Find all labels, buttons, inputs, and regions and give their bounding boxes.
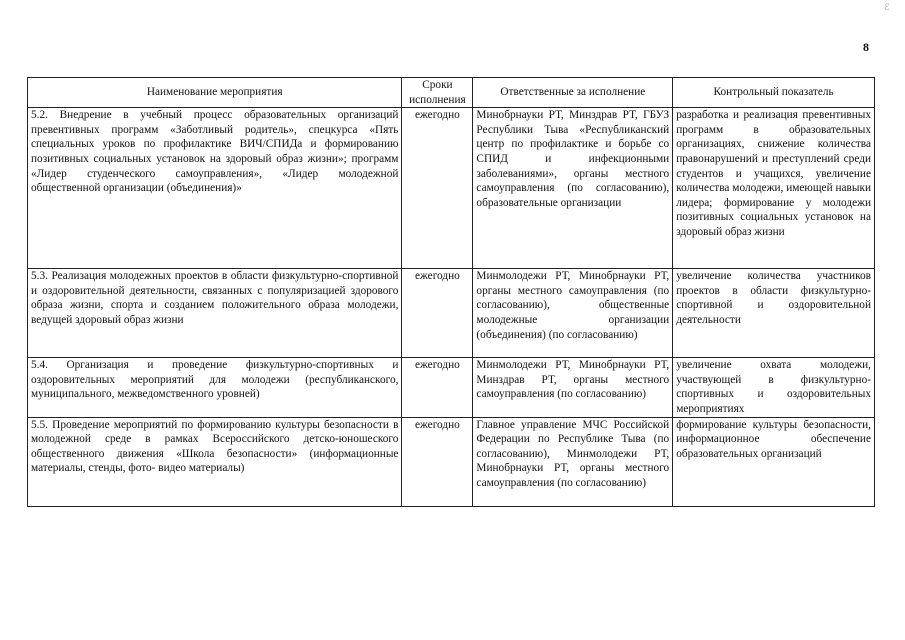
deadline-cell: ежегодно <box>402 269 473 358</box>
table-row <box>28 108 875 269</box>
indicator-cell: разработка и реализация превентивных программ в образовательных организациях, снижение количества правонарушений и преступлений среди студентов и учащихся, увеличение количества молодежи, имеющей навыки лидера; формирование у молодежи позитивных социальных установок на здоровый образ жизни <box>673 108 875 269</box>
deadline-cell: ежегодно <box>402 108 473 269</box>
table-header-row <box>28 78 875 108</box>
events-table <box>27 77 875 507</box>
header-indicator: Контрольный показатель <box>673 78 875 108</box>
responsible-cell: Минобрнауки РТ, Минздрав РТ, ГБУЗ Республики Тыва «Республиканский центр по профилактике и борьбе со СПИД и инфекционными заболеваниями», органы местного самоуправления (по согласованию), образовательные организации <box>473 108 673 269</box>
event-cell: 5.2. Внедрение в учебный процесс образовательных организаций превентивных программ «Заботливый родитель», спецкурса «Пять специальных уроков по профилактике ВИЧ/СПИДа и формированию позитивных социальных установок на здоровый образ жизни»; программ «Лидер студенческого самоуправления», «Лидер молодежной общественной организации (объединения)» <box>28 108 402 269</box>
event-cell: 5.4. Организация и проведение физкультурно-спортивных и оздоровительных мероприятий для молодежи (республиканского, муниципального, межведомственного уровней) <box>28 358 402 417</box>
header-responsible: Ответственные за исполнение <box>473 78 673 108</box>
deadline-cell: ежегодно <box>402 417 473 506</box>
table-row <box>28 269 875 358</box>
table-row <box>28 358 875 417</box>
corner-mark: ℰ <box>884 2 890 12</box>
header-deadline: Сроки исполнения <box>402 78 473 108</box>
indicator-cell: увеличение количества участников проектов в области физкультурно-спортивной и оздоровительной деятельности <box>673 269 875 358</box>
deadline-cell: ежегодно <box>402 358 473 417</box>
responsible-cell: Минмолодежи РТ, Минобрнауки РТ, органы местного самоуправления (по согласованию), общественные молодежные организации (объединения) (по согласованию) <box>473 269 673 358</box>
event-cell: 5.3. Реализация молодежных проектов в области физкультурно-спортивной и оздоровительной деятельности, связанных с популяризацией здорового образа жизни, спорта и созданием положительного образа молодежи, ведущей здоровый образ жизни <box>28 269 402 358</box>
responsible-cell: Главное управление МЧС Российской Федерации по Республике Тыва (по согласованию), Минмолодежи РТ, Минобрнауки РТ, органы местного самоуправления (по согласованию) <box>473 417 673 506</box>
table-row <box>28 417 875 506</box>
page-number: 8 <box>863 40 869 54</box>
responsible-cell: Минмолодежи РТ, Минобрнауки РТ, Минздрав РТ, органы местного самоуправления (по согласованию) <box>473 358 673 417</box>
indicator-cell: увеличение охвата молодежи, участвующей в физкультурно-спортивных и оздоровительных мероприятиях <box>673 358 875 417</box>
header-event-name: Наименование мероприятия <box>28 78 402 108</box>
event-cell: 5.5. Проведение мероприятий по формированию культуры безопасности в молодежной среде в рамках Всероссийского детско-юношеского общественного движения «Школа безопасности» (информационные материалы, стенды, фото- видео материалы) <box>28 417 402 506</box>
indicator-cell: формирование культуры безопасности, информационное обеспечение образовательных организаций <box>673 417 875 506</box>
